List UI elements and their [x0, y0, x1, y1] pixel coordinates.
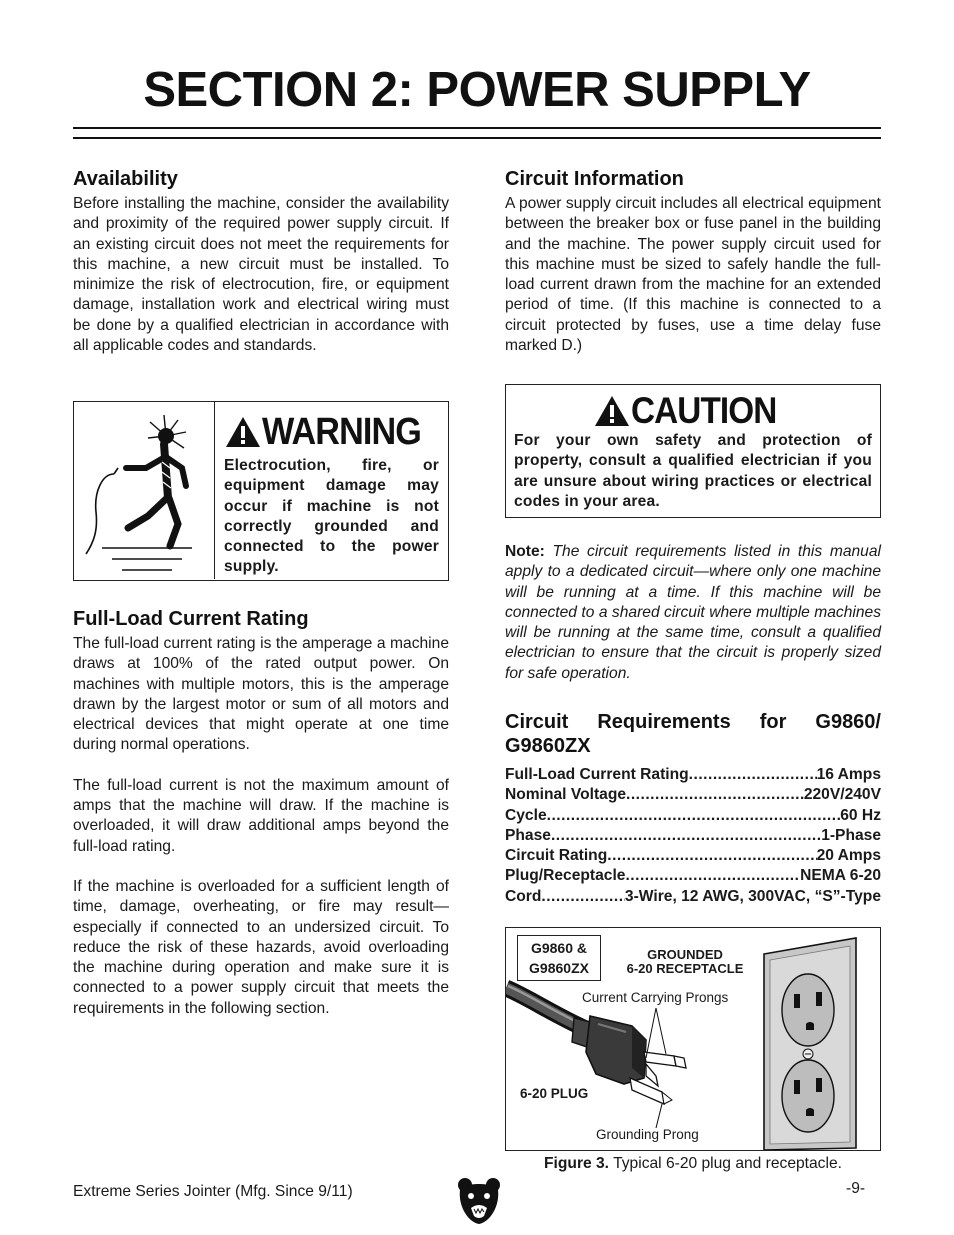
grizzly-bear-logo-icon	[456, 1176, 502, 1226]
spec-label: Cord	[505, 887, 542, 905]
requirements-heading: Circuit Requirements for G9860/ G9860ZX	[505, 711, 881, 757]
warning-text: Electrocution, fire, or equipment damage may occur if machine is not correctly grounded and connected to the power supply.	[224, 457, 439, 576]
availability-text: Before installing the machine, consider the availability and proximity of the required power supply circuit. If an existing circuit does not meet the requirements for this machine, a new circuit must be installed. To minimize the risk of electrocution, fire, or equipment damage, installation work and electrical wiring must be done by a qualified electrician in accordance with all applicable codes and standards.	[73, 195, 449, 355]
spec-label: Nominal Voltage	[505, 786, 627, 804]
model-line2: G9860ZX	[529, 960, 589, 976]
electrocution-illustration	[74, 402, 215, 579]
plug-receptacle-illustration	[506, 928, 880, 1150]
caution-triangle-icon	[593, 394, 631, 428]
caution-header	[506, 391, 879, 431]
grounding-prong-label: Grounding Prong	[596, 1127, 699, 1142]
full-load-p3: If the machine is overloaded for a sufficient length of time, damage, overheating, or fire may result—especially if connected to an undersized circuit. To reduce the risk of these hazards, avoid overloading the machine during operation and make sure it is connected to a power supply circuit that meets the requirements in the following section.	[73, 877, 449, 1017]
circuit-info-heading: Circuit Information	[505, 168, 684, 190]
grounded-line2: 6-20 RECEPTACLE	[626, 961, 744, 976]
spec-label: Phase	[505, 826, 551, 844]
spec-value: 1-Phase	[821, 826, 881, 844]
availability-section	[73, 167, 449, 356]
title-rule-top	[73, 127, 881, 129]
grounded-line1: GROUNDED	[647, 947, 723, 962]
page-title: SECTION 2: POWER SUPPLY	[143, 63, 811, 117]
spec-value: 220V/240V	[803, 786, 881, 804]
model-line1: G9860 &	[530, 940, 588, 956]
requirements-section	[505, 710, 881, 907]
requirements-list	[505, 765, 881, 907]
note-section	[505, 542, 881, 684]
spec-label: Plug/Receptacle	[505, 867, 626, 885]
caution-word: CAUTION	[630, 390, 777, 431]
current-prongs-label: Current Carrying Prongs	[582, 990, 729, 1005]
warning-header	[224, 412, 439, 452]
full-load-p2: The full-load current is not the maximum amount of amps that the machine will draw. If the machine is overloaded, it will draw additional amps beyond the full-load rating.	[73, 776, 449, 855]
spec-value: NEMA 6-20	[800, 867, 881, 885]
spec-label: Cycle	[505, 806, 547, 824]
warning-word: WARNING	[262, 411, 421, 453]
availability-heading: Availability	[73, 168, 178, 190]
full-load-p1: The full-load current rating is the amperage a machine draws at 100% of the rated output power. On machines with multiple motors, this is the amperage drawn by the largest motor or sum of all motors and electrical devices that might operate at one time during normal operations.	[73, 635, 449, 754]
spec-row	[505, 826, 881, 846]
warning-content	[224, 412, 439, 578]
full-load-section	[73, 607, 449, 1019]
caution-text: For your own safety and protection of property, consult a qualified electrician if you are unsure about wiring practices or electrical codes in your area.	[514, 432, 872, 510]
spec-row	[505, 846, 881, 866]
spec-value: 3-Wire, 12 AWG, 300VAC, “S”-Type	[624, 887, 881, 905]
spec-row	[505, 785, 881, 805]
electrocution-icon	[74, 402, 214, 578]
spec-label: Circuit Rating	[505, 847, 608, 865]
spec-row	[505, 887, 881, 907]
figure-caption	[505, 1155, 881, 1173]
circuit-info-section	[505, 167, 881, 356]
note-text: The circuit requirements listed in this manual apply to a dedicated circuit—where only one machine will be running at a time. If this machine will be connected to a shared circuit where multiple machines will be running at the same time, consult a qualified electrician to ensure that the circuit is properly sized for safe operation.	[505, 543, 881, 682]
caption-text: Typical 6-20 plug and receptacle.	[613, 1155, 842, 1172]
circuit-info-text: A power supply circuit includes all electrical equipment between the breaker box or fuse panel in the building and the machine. The power supply circuit used for this machine must be sized to safely handle the full-load current drawn from the machine for an extended period of time. (If this machine is connected to a circuit protected by fuses, use a time delay fuse marked D.)	[505, 195, 881, 355]
title-rule-bottom	[73, 137, 881, 139]
caution-box	[505, 384, 881, 518]
spec-row	[505, 806, 881, 826]
full-load-heading: Full-Load Current Rating	[73, 608, 309, 630]
spec-value: 20 Amps	[816, 847, 881, 865]
spec-row	[505, 866, 881, 886]
note-label: Note:	[505, 543, 545, 560]
plug-label: 6-20 PLUG	[520, 1086, 589, 1101]
caption-bold: Figure 3.	[544, 1155, 610, 1172]
figure-box	[505, 927, 881, 1151]
page-number: -9-	[846, 1180, 866, 1197]
warning-box	[73, 401, 449, 581]
spec-value: 60 Hz	[840, 806, 881, 824]
footer-title: Extreme Series Jointer (Mfg. Since 9/11)	[73, 1183, 353, 1200]
spec-value: 16 Amps	[816, 766, 881, 783]
spec-label: Full-Load Current Rating	[505, 766, 689, 783]
spec-row	[505, 765, 881, 785]
warning-triangle-icon	[224, 415, 262, 449]
